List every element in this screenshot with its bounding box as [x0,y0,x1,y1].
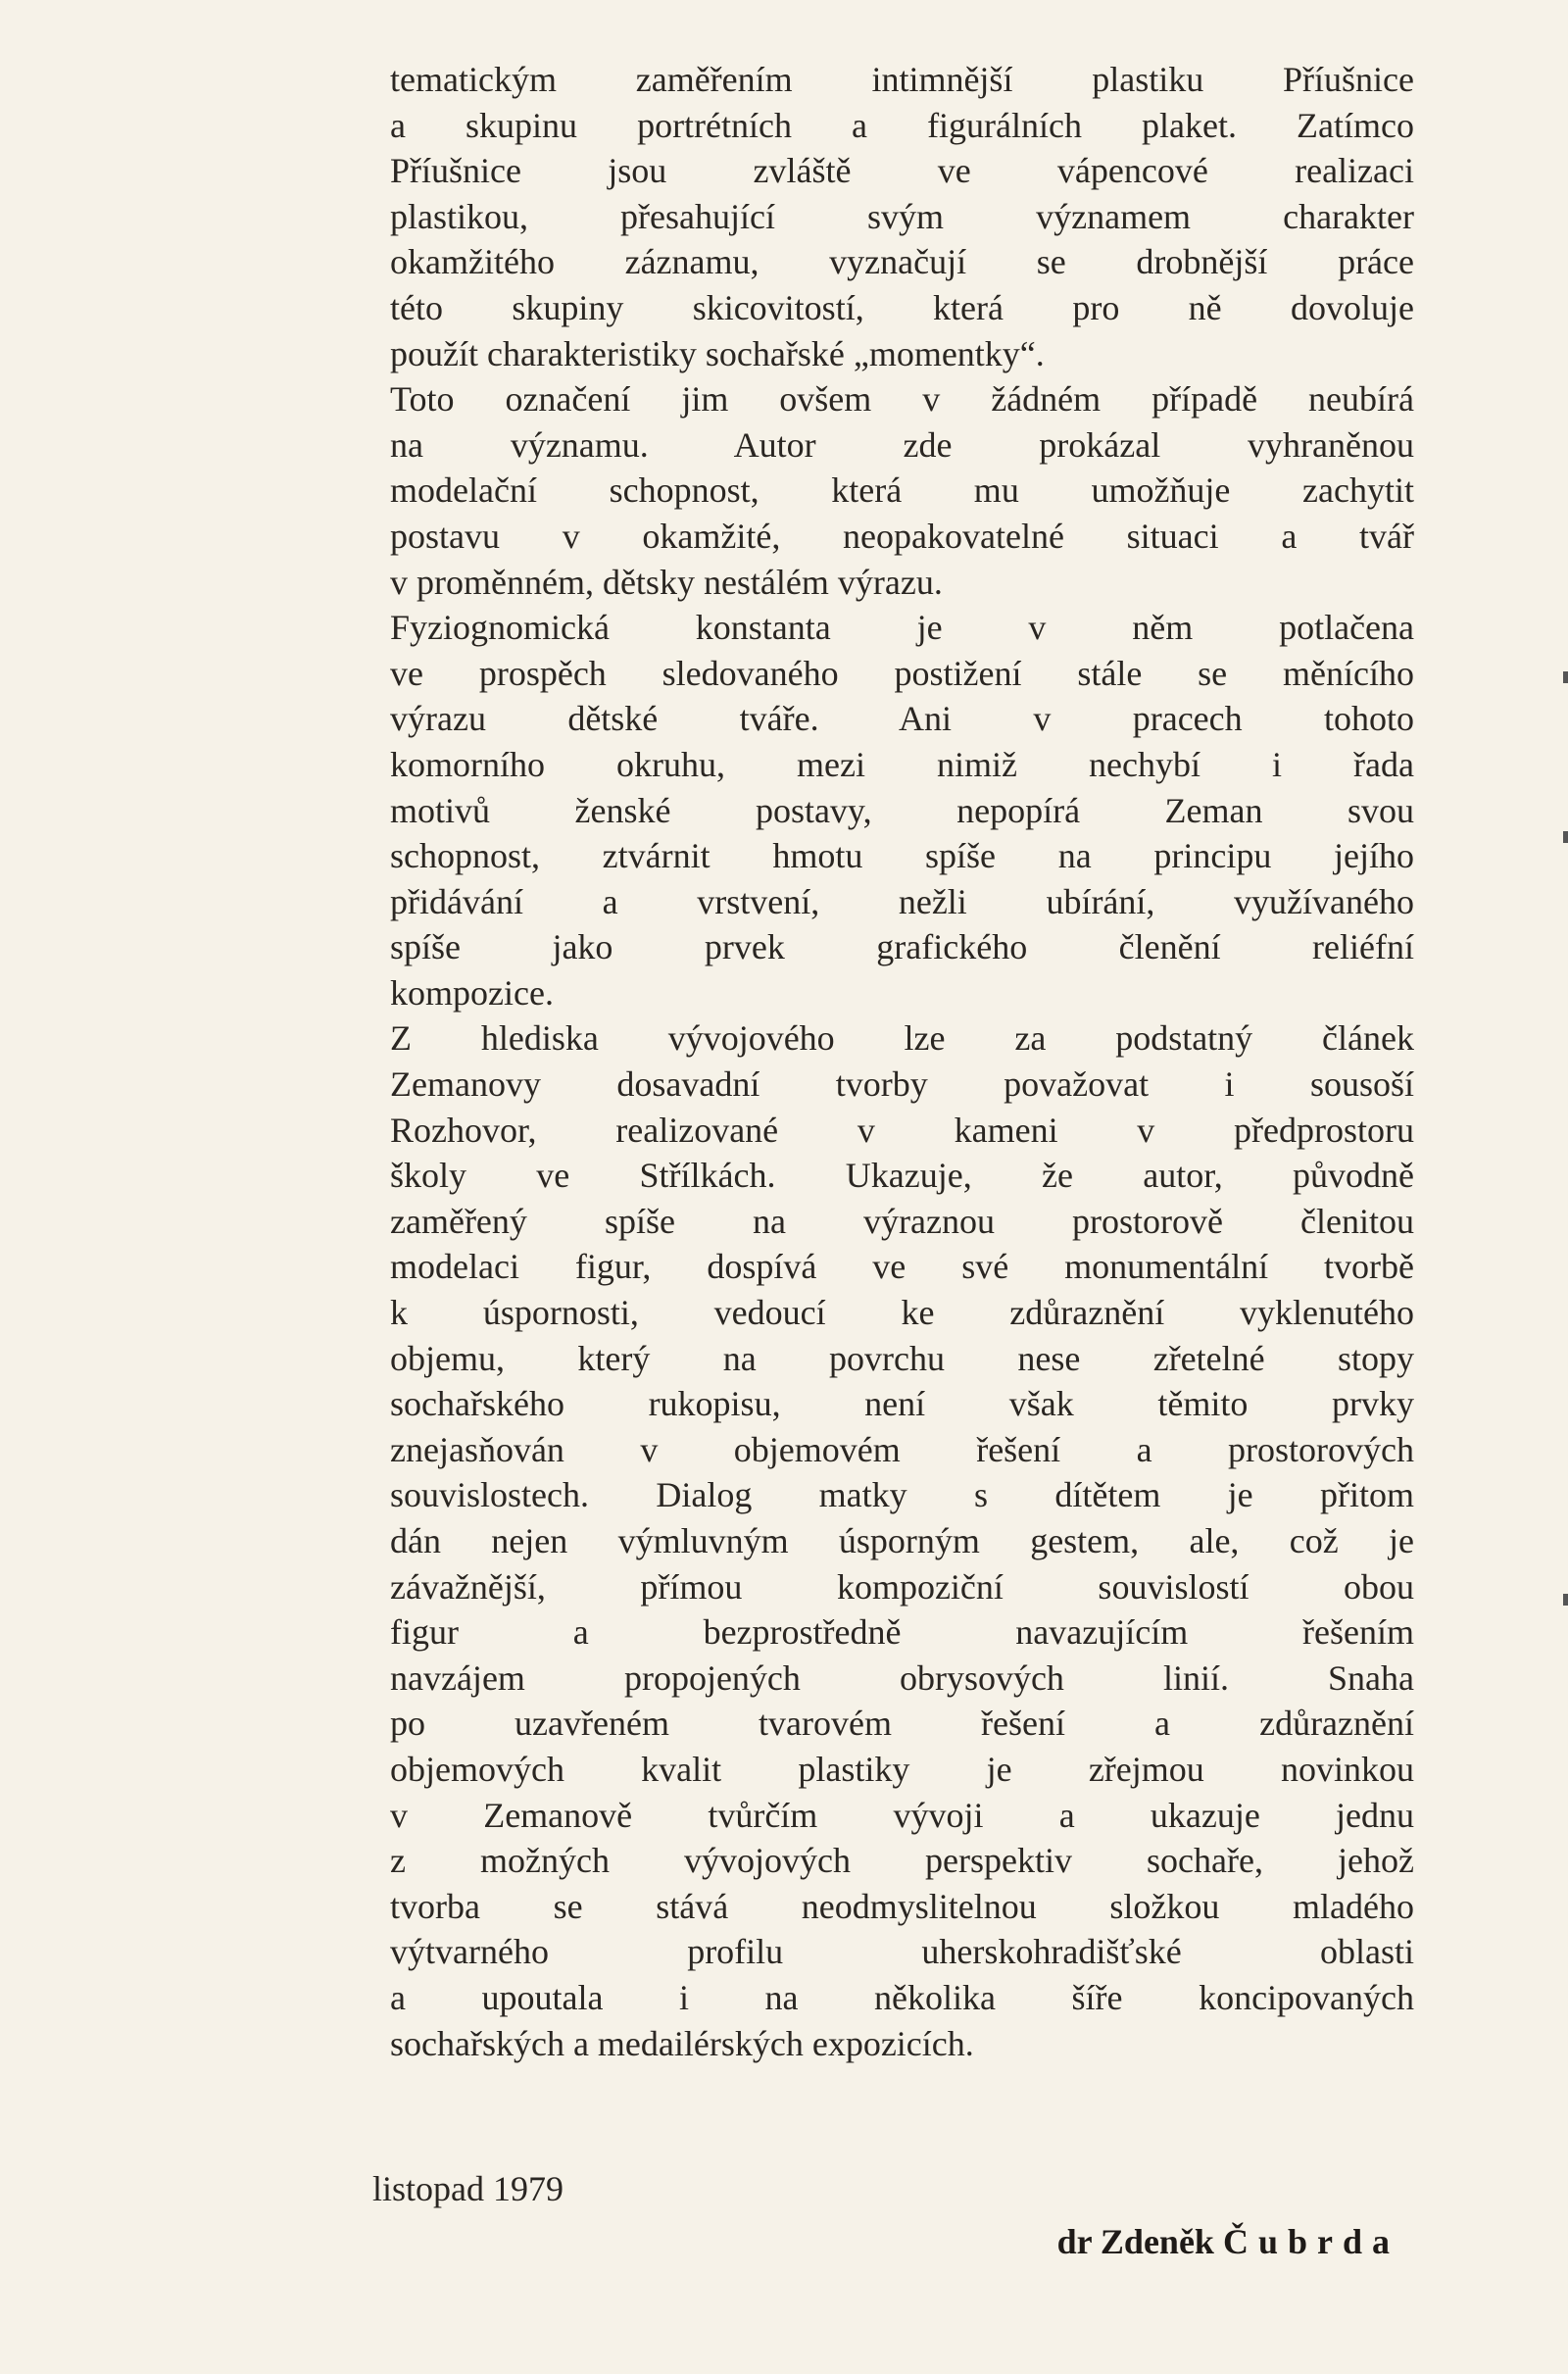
text-line: na významu. Autor zde prokázal vyhraněnou [390,424,1414,465]
text-line: navzájem propojených obrysových linií. Snaha [390,1657,1414,1698]
text-line: sochařského rukopisu, není však těmito prvky [390,1384,1414,1424]
edge-mark [1563,831,1568,843]
text-line: objemu, který na povrchu nese zřetelné stopy [390,1338,1414,1378]
text-line: okamžitého záznamu, vyznačují se drobnější práce [390,242,1414,282]
text-line: modelační schopnost, která mu umožňuje zachytit [390,470,1414,511]
text-line: kompozice. [390,972,554,1013]
text-line: a upoutala i na několika šíře koncipovaných [390,1977,1414,2017]
text-line: závažnější, přímou kompoziční souvislostí obou [390,1566,1414,1607]
signature-prefix: dr Zdeněk [1056,2222,1214,2261]
text-line: Toto označení jim ovšem v žádném případě neubírá [390,379,1414,420]
body-text [390,57,1414,2066]
text-line: Zemanovy dosavadní tvorby považovat i sousoší [390,1064,1414,1105]
text-line: schopnost, ztvárnit hmotu spíše na principu jejího [390,836,1414,876]
text-line: přidávání a vrstvení, nežli ubírání, využívaného [390,881,1414,921]
text-line: sochařských a medailérských expozicích. [390,2023,974,2063]
text-line: výtvarného profilu uherskohradišťské oblasti [390,1932,1414,1972]
text-line: Příušnice jsou zvláště ve vápencové realizaci [390,151,1414,191]
text-line: v Zemanově tvůrčím vývoji a ukazuje jednu [390,1795,1414,1835]
text-line: spíše jako prvek grafického členění reliéfní [390,927,1414,967]
text-line: Z hlediska vývojového lze za podstatný článek [390,1018,1414,1059]
text-line: z možných vývojových perspektiv sochaře, jehož [390,1841,1414,1881]
text-line: a skupinu portrétních a figurálních plaket. Zatímco [390,105,1414,145]
edge-mark [1563,1594,1568,1606]
text-line: dán nejen výmluvným úsporným gestem, ale, což je [390,1521,1414,1560]
text-line: zaměřený spíše na výraznou prostorově členitou [390,1201,1414,1241]
signature-surname: Čubrda [1222,2222,1399,2261]
text-line: komorního okruhu, mezi nimiž nechybí i řada [390,744,1414,784]
text-line: motivů ženské postavy, nepopírá Zeman svou [390,790,1414,830]
text-line: Rozhovor, realizované v kameni v předprostoru [390,1110,1414,1150]
text-line: k úspornosti, vedoucí ke zdůraznění vyklenutého [390,1293,1414,1333]
signature [1057,2221,1399,2262]
date: listopad 1979 [372,2169,564,2208]
text-line: této skupiny skicovitostí, která pro ně dovoluje [390,287,1414,327]
text-line: ve prospěch sledovaného postižení stále se měnícího [390,653,1414,693]
text-line: figur a bezprostředně navazujícím řešením [390,1612,1414,1653]
text-line: souvislostech. Dialog matky s dítětem je přitom [390,1475,1414,1515]
text-line: postavu v okamžité, neopakovatelné situaci a tvář [390,516,1414,556]
text-line: modelaci figur, dospívá ve své monumentální tvorbě [390,1247,1414,1287]
text-line: objemových kvalit plastiky je zřejmou novinkou [390,1749,1414,1789]
text-line: plastikou, přesahující svým významem charakter [390,196,1414,236]
text-line: tvorba se stává neodmyslitelnou složkou mladého [390,1886,1414,1926]
text-line: Fyziognomická konstanta je v něm potlačena [390,608,1414,648]
edge-mark [1563,671,1568,683]
text-line: tematickým zaměřením intimnější plastiku Příušnice [390,60,1414,99]
text-line: po uzavřeném tvarovém řešení a zdůraznění [390,1704,1414,1744]
text-line: v proměnném, dětsky nestálém výrazu. [390,562,943,602]
text-line: použít charakteristiky sochařské „momentky“. [390,333,1045,373]
text-line: školy ve Střílkách. Ukazuje, že autor, původně [390,1156,1414,1196]
text-line: výrazu dětské tváře. Ani v pracech tohoto [390,699,1414,739]
text-line: znejasňován v objemovém řešení a prostorových [390,1429,1414,1469]
